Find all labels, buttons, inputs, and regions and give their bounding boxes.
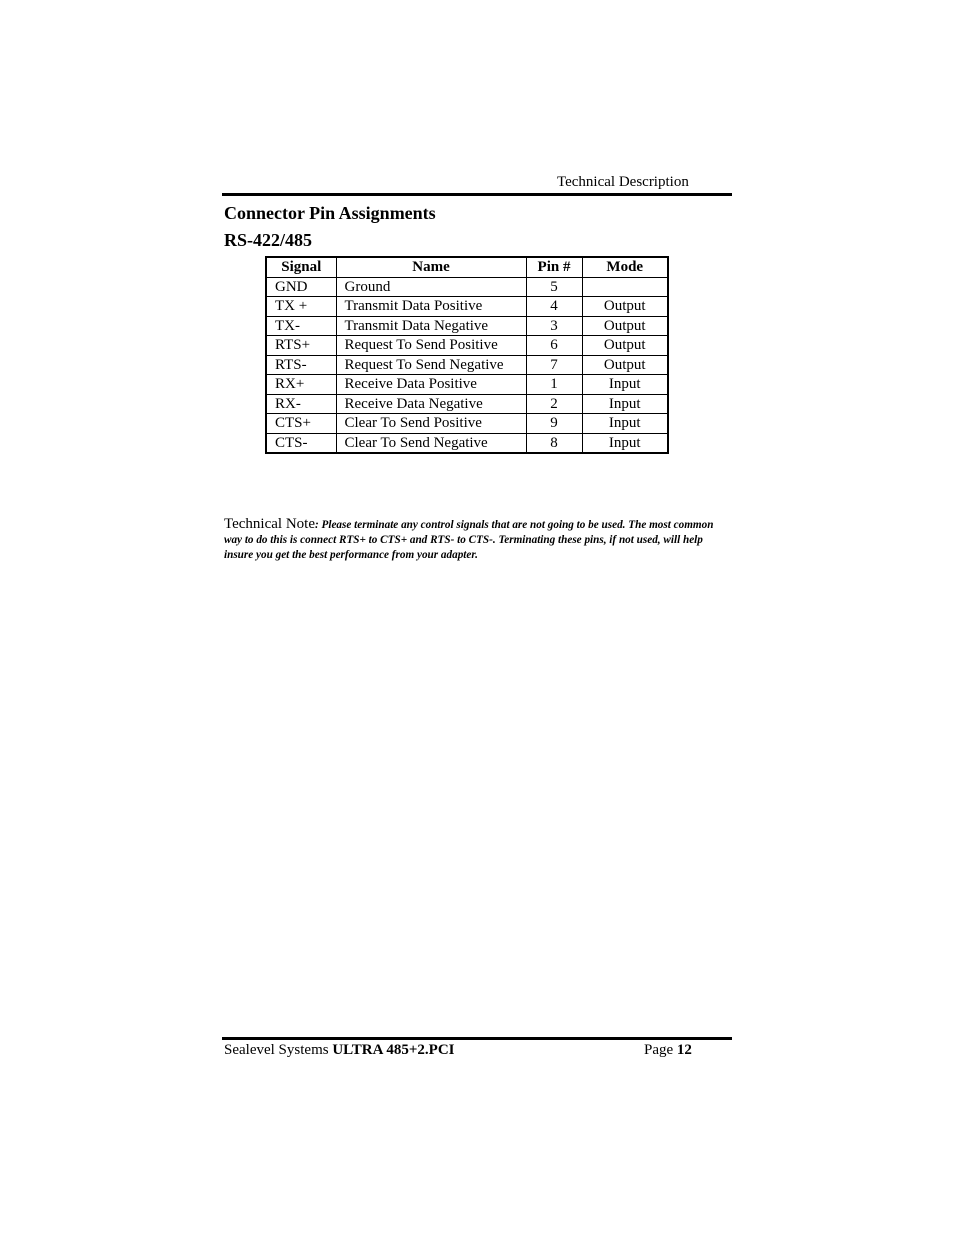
cell-name: Request To Send Negative bbox=[336, 355, 526, 375]
page-label: Page bbox=[644, 1042, 677, 1058]
cell-signal: RX+ bbox=[266, 375, 336, 395]
table-header-row bbox=[266, 257, 668, 277]
page-number-value: 12 bbox=[676, 1042, 692, 1058]
technical-note-label: Technical Note bbox=[224, 516, 315, 532]
table-row bbox=[266, 394, 668, 414]
subsection-title: RS-422/485 bbox=[224, 230, 313, 250]
cell-name: Clear To Send Negative bbox=[336, 433, 526, 453]
cell-signal: GND bbox=[266, 277, 336, 297]
cell-name: Receive Data Positive bbox=[336, 375, 526, 395]
cell-mode: Output bbox=[582, 316, 668, 336]
cell-name: Ground bbox=[336, 277, 526, 297]
cell-name: Transmit Data Negative bbox=[336, 316, 526, 336]
cell-signal: TX- bbox=[266, 316, 336, 336]
cell-pin: 7 bbox=[526, 355, 582, 375]
table-row bbox=[266, 336, 668, 356]
table-row bbox=[266, 375, 668, 395]
cell-pin: 2 bbox=[526, 394, 582, 414]
cell-mode: Output bbox=[582, 355, 668, 375]
cell-mode: Input bbox=[582, 375, 668, 395]
cell-signal: RTS- bbox=[266, 355, 336, 375]
technical-note-body: : Please terminate any control signals that are not going to be used. The most common way to do this is connect RTS+ to CTS+ and RTS- to CTS-. Terminating these pins, if not used, will help insure you get the best performance from your adapter. bbox=[224, 519, 714, 561]
column-header-name: Name bbox=[336, 257, 526, 277]
column-header-pin: Pin # bbox=[526, 257, 582, 277]
footer-product: ULTRA 485+2.PCI bbox=[332, 1042, 455, 1058]
running-header: Technical Description bbox=[557, 174, 689, 190]
cell-name: Receive Data Negative bbox=[336, 394, 526, 414]
cell-mode: Input bbox=[582, 394, 668, 414]
cell-mode: Output bbox=[582, 336, 668, 356]
cell-name: Request To Send Positive bbox=[336, 336, 526, 356]
cell-mode bbox=[582, 277, 668, 297]
technical-note bbox=[224, 517, 728, 563]
section-title: Connector Pin Assignments bbox=[224, 203, 436, 223]
page-number bbox=[644, 1042, 692, 1059]
cell-name: Clear To Send Positive bbox=[336, 414, 526, 434]
column-header-signal: Signal bbox=[266, 257, 336, 277]
cell-name: Transmit Data Positive bbox=[336, 297, 526, 317]
table-row bbox=[266, 297, 668, 317]
cell-pin: 1 bbox=[526, 375, 582, 395]
footer-rule bbox=[222, 1037, 732, 1040]
cell-signal: RTS+ bbox=[266, 336, 336, 356]
table-row bbox=[266, 277, 668, 297]
header-rule bbox=[222, 193, 732, 196]
cell-mode: Input bbox=[582, 433, 668, 453]
cell-pin: 5 bbox=[526, 277, 582, 297]
cell-pin: 9 bbox=[526, 414, 582, 434]
cell-signal: RX- bbox=[266, 394, 336, 414]
footer-product-line bbox=[224, 1042, 455, 1059]
cell-pin: 3 bbox=[526, 316, 582, 336]
cell-pin: 8 bbox=[526, 433, 582, 453]
table-row bbox=[266, 433, 668, 453]
table-row bbox=[266, 316, 668, 336]
table-row bbox=[266, 414, 668, 434]
footer-company: Sealevel Systems bbox=[224, 1042, 333, 1058]
cell-pin: 6 bbox=[526, 336, 582, 356]
cell-pin: 4 bbox=[526, 297, 582, 317]
cell-mode: Output bbox=[582, 297, 668, 317]
cell-mode: Input bbox=[582, 414, 668, 434]
table-row bbox=[266, 355, 668, 375]
cell-signal: TX + bbox=[266, 297, 336, 317]
cell-signal: CTS+ bbox=[266, 414, 336, 434]
column-header-mode: Mode bbox=[582, 257, 668, 277]
pin-assignment-table bbox=[265, 256, 669, 454]
cell-signal: CTS- bbox=[266, 433, 336, 453]
